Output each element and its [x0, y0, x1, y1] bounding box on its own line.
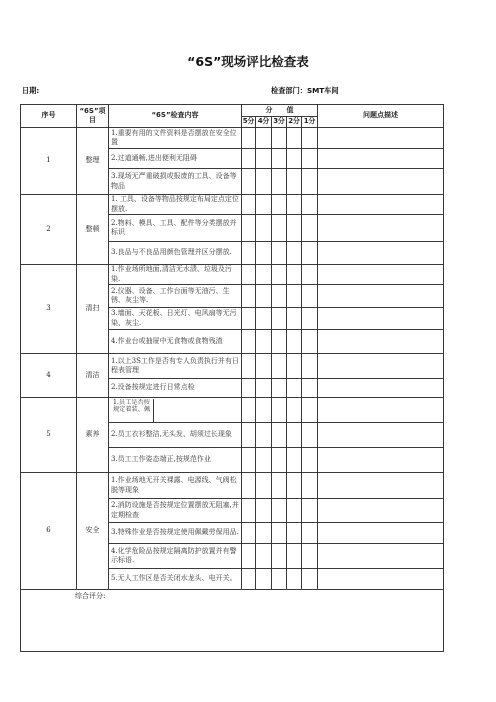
check-item: 2.物料、模具、工具、配件等分类摆放并标识 — [109, 215, 242, 242]
score-cell[interactable] — [287, 285, 302, 308]
score-cell[interactable] — [302, 169, 318, 195]
inspection-table — [20, 104, 444, 652]
score-cell[interactable] — [272, 398, 287, 423]
score-cell[interactable] — [272, 473, 287, 499]
score-cell[interactable] — [287, 149, 302, 169]
score-cell[interactable] — [302, 242, 318, 265]
score-cell[interactable] — [272, 195, 287, 215]
score-cell[interactable] — [256, 215, 272, 242]
score-cell[interactable] — [256, 398, 272, 423]
check-item: 1.以上3S工作是否有专人负责执行并有日程表管理 — [109, 354, 242, 379]
score-cell[interactable] — [242, 569, 256, 590]
score-cell[interactable] — [272, 499, 287, 523]
score-cell[interactable] — [256, 195, 272, 215]
check-item: 3.现场无严重破损或报废的工具、设备等物品 — [109, 169, 242, 195]
table-row — [21, 265, 444, 285]
score-cell[interactable] — [272, 265, 287, 285]
check-item: 1.作业场地无开关裸露、电源线、气阀松脱等现象 — [109, 473, 242, 499]
section-number: 5 — [21, 398, 77, 473]
check-item: 4.化学危险品按规定隔离防护放置并有警示标语. — [109, 544, 242, 569]
section-category: 清扫 — [77, 265, 109, 354]
score-cell[interactable] — [272, 149, 287, 169]
score-cell[interactable] — [287, 242, 302, 265]
score-cell[interactable] — [287, 195, 302, 215]
issue-description-cell[interactable] — [318, 128, 444, 149]
score-cell[interactable] — [302, 285, 318, 308]
score-cell[interactable] — [302, 499, 318, 523]
score-cell[interactable] — [302, 448, 318, 473]
issue-description-cell[interactable] — [318, 499, 444, 523]
score-cell[interactable] — [302, 473, 318, 499]
score-cell[interactable] — [272, 169, 287, 195]
score-cell[interactable] — [242, 149, 256, 169]
issue-description-cell[interactable] — [318, 308, 444, 330]
score-cell[interactable] — [272, 308, 287, 330]
issue-description-cell[interactable] — [318, 379, 444, 398]
section-category: 清洁 — [77, 354, 109, 398]
overall-score-label: 综合评分: — [21, 590, 444, 652]
footer-row — [21, 590, 444, 652]
score-cell[interactable] — [302, 379, 318, 398]
score-cell[interactable] — [256, 285, 272, 308]
score-cell[interactable] — [302, 149, 318, 169]
score-cell[interactable] — [272, 523, 287, 544]
section-number: 3 — [21, 265, 77, 354]
check-item: 2.设备按规定进行日常点检 — [109, 379, 242, 398]
header-seq: 序号 — [21, 105, 77, 128]
score-cell[interactable] — [242, 128, 256, 149]
score-cell[interactable] — [242, 544, 256, 569]
table-row — [21, 128, 444, 149]
score-cell[interactable] — [256, 544, 272, 569]
score-cell[interactable] — [287, 128, 302, 149]
score-cell[interactable] — [256, 308, 272, 330]
header-score-group: 分 值 — [242, 105, 318, 117]
score-cell[interactable] — [272, 569, 287, 590]
check-item: 5.无人工作区是否关闭水龙头、电开关。 — [109, 569, 242, 590]
check-item — [109, 398, 242, 423]
score-cell[interactable] — [256, 330, 272, 354]
score-cell[interactable] — [302, 330, 318, 354]
score-cell[interactable] — [287, 354, 302, 379]
score-cell[interactable] — [272, 379, 287, 398]
score-cell[interactable] — [242, 473, 256, 499]
score-cell[interactable] — [287, 398, 302, 423]
score-cell[interactable] — [287, 523, 302, 544]
score-cell[interactable] — [256, 423, 272, 448]
score-cell[interactable] — [287, 169, 302, 195]
issue-description-cell[interactable] — [318, 544, 444, 569]
header-item: “6S”项目 — [77, 105, 109, 128]
issue-description-cell[interactable] — [318, 423, 444, 448]
score-cell[interactable] — [242, 195, 256, 215]
score-cell[interactable] — [256, 242, 272, 265]
score-cell[interactable] — [302, 544, 318, 569]
score-cell[interactable] — [272, 448, 287, 473]
score-cell[interactable] — [242, 308, 256, 330]
table-row — [21, 398, 444, 423]
score-cell[interactable] — [302, 423, 318, 448]
table-row — [21, 473, 444, 499]
score-cell[interactable] — [242, 354, 256, 379]
score-cell[interactable] — [242, 265, 256, 285]
score-cell[interactable] — [256, 448, 272, 473]
score-cell[interactable] — [256, 354, 272, 379]
check-item: 2.消防设施是否按规定位置摆放无阻塞,并定期检查 — [109, 499, 242, 523]
score-cell[interactable] — [272, 423, 287, 448]
section-category: 素养 — [77, 398, 109, 473]
issue-description-cell[interactable] — [318, 265, 444, 285]
score-cell[interactable] — [272, 285, 287, 308]
score-cell[interactable] — [287, 308, 302, 330]
score-cell[interactable] — [242, 423, 256, 448]
score-cell[interactable] — [302, 195, 318, 215]
check-item: 2.仪器、设备、工作台面等无油污、生锈、灰尘等. — [109, 285, 242, 308]
score-cell[interactable] — [302, 308, 318, 330]
section-category: 整顿 — [77, 195, 109, 265]
score-cell[interactable] — [287, 499, 302, 523]
score-cell[interactable] — [302, 354, 318, 379]
score-cell[interactable] — [256, 473, 272, 499]
score-cell[interactable] — [287, 569, 302, 590]
check-item: 3.良品与不良品用颜色管理并区分摆放. — [109, 242, 242, 265]
score-cell[interactable] — [287, 265, 302, 285]
date-label: 日期: — [22, 86, 40, 95]
table-row — [21, 195, 444, 215]
score-cell[interactable] — [302, 569, 318, 590]
score-cell[interactable] — [256, 128, 272, 149]
issue-description-cell[interactable] — [318, 285, 444, 308]
score-cell[interactable] — [256, 499, 272, 523]
check-item: 4.作业台或抽屉中无食物或食物残渣 — [109, 330, 242, 354]
score-cell[interactable] — [256, 379, 272, 398]
score-cell[interactable] — [256, 569, 272, 590]
header-score-5: 5分 — [242, 117, 256, 128]
score-cell[interactable] — [287, 379, 302, 398]
check-item: 1. 工具、设备等物品按规定布局定点定位摆放. — [109, 195, 242, 215]
check-item: 3.特殊作业是否按规定使用佩戴劳保用品. — [109, 523, 242, 544]
score-cell[interactable] — [256, 149, 272, 169]
issue-description-cell[interactable] — [318, 169, 444, 195]
score-cell[interactable] — [287, 423, 302, 448]
score-cell[interactable] — [242, 398, 256, 423]
header-content: “6S”检查内容 — [109, 105, 242, 128]
score-cell[interactable] — [287, 330, 302, 354]
score-cell[interactable] — [242, 379, 256, 398]
score-cell[interactable] — [302, 523, 318, 544]
empty-block — [154, 399, 240, 422]
score-cell[interactable] — [287, 448, 302, 473]
score-cell[interactable] — [302, 128, 318, 149]
header-score-3: 3分 — [272, 117, 287, 128]
document-title: “6S”现场评比检查表 — [187, 54, 309, 69]
issue-description-cell[interactable] — [318, 242, 444, 265]
header-issues: 问题点描述 — [318, 105, 444, 128]
score-cell[interactable] — [272, 128, 287, 149]
score-cell[interactable] — [302, 398, 318, 423]
table-row — [21, 354, 444, 379]
score-cell[interactable] — [287, 544, 302, 569]
issue-description-cell[interactable] — [318, 215, 444, 242]
issue-description-cell[interactable] — [318, 523, 444, 544]
score-cell[interactable] — [272, 330, 287, 354]
score-cell[interactable] — [287, 473, 302, 499]
issue-description-cell[interactable] — [318, 195, 444, 215]
header-score-4: 4分 — [256, 117, 272, 128]
score-cell[interactable] — [242, 330, 256, 354]
score-cell[interactable] — [242, 448, 256, 473]
section-category: 整理 — [77, 128, 109, 195]
score-cell[interactable] — [287, 215, 302, 242]
section-number: 2 — [21, 195, 77, 265]
score-cell[interactable] — [256, 169, 272, 195]
department-label: 检查部门：SMT车间 — [271, 86, 339, 95]
section-number: 6 — [21, 473, 77, 590]
score-cell[interactable] — [242, 215, 256, 242]
section-category: 安全 — [77, 473, 109, 590]
issue-description-cell[interactable] — [318, 569, 444, 590]
issue-description-cell[interactable] — [318, 448, 444, 473]
check-item: 2.员工衣衫整洁,无头发、胡须过长现象 — [109, 423, 242, 448]
score-cell[interactable] — [302, 265, 318, 285]
score-cell[interactable] — [302, 215, 318, 242]
issue-description-cell[interactable] — [318, 330, 444, 354]
issue-description-cell[interactable] — [318, 398, 444, 423]
check-item: 2.过道通畅,进出便利无阻碍 — [109, 149, 242, 169]
score-cell[interactable] — [272, 242, 287, 265]
section-number: 4 — [21, 354, 77, 398]
score-cell[interactable] — [242, 169, 256, 195]
issue-description-cell[interactable] — [318, 354, 444, 379]
score-cell[interactable] — [272, 215, 287, 242]
check-item: 1.重要有用的文件资料是否摆放在安全位置 — [109, 128, 242, 149]
issue-description-cell[interactable] — [318, 149, 444, 169]
check-item-text: 1.员工是否按规定着装、佩 — [111, 399, 154, 422]
score-cell[interactable] — [256, 523, 272, 544]
check-item: 1.作业场所地面,清洁无水渍、垃圾及污染. — [109, 265, 242, 285]
score-cell[interactable] — [256, 265, 272, 285]
header-score-1: 1分 — [302, 117, 318, 128]
score-cell[interactable] — [242, 523, 256, 544]
check-item: 3.墙面、天花板、日光灯、电风扇等无污染、灰尘. — [109, 308, 242, 330]
check-item: 3.员工工作姿态端正,按规范作业 — [109, 448, 242, 473]
score-cell[interactable] — [242, 242, 256, 265]
score-cell[interactable] — [242, 499, 256, 523]
header-score-2: 2分 — [287, 117, 302, 128]
score-cell[interactable] — [242, 285, 256, 308]
score-cell[interactable] — [272, 354, 287, 379]
issue-description-cell[interactable] — [318, 473, 444, 499]
score-cell[interactable] — [272, 544, 287, 569]
section-number: 1 — [21, 128, 77, 195]
